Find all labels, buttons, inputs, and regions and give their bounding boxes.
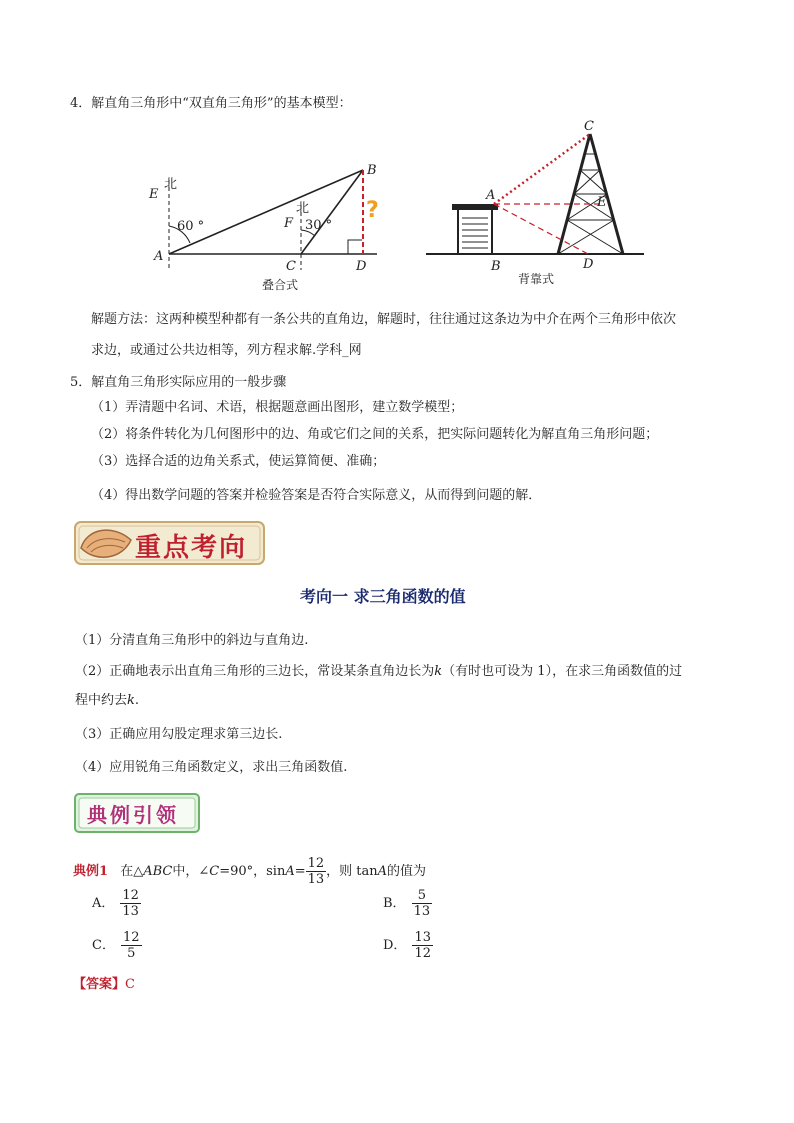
option-a-fraction bbox=[120, 888, 141, 919]
q-fraction-num: 12 bbox=[307, 856, 325, 871]
fig-right-caption: 背靠式 bbox=[518, 272, 555, 286]
option-d-letter: D． bbox=[383, 938, 407, 953]
fig-left-label-b: B bbox=[367, 163, 377, 178]
q-a: A bbox=[285, 864, 295, 879]
option-b-letter: B． bbox=[383, 896, 406, 911]
q-fraction-den: 13 bbox=[307, 872, 325, 887]
option-c bbox=[92, 929, 142, 963]
direction-point-2b bbox=[75, 692, 139, 710]
question-mark-icon: ? bbox=[366, 198, 379, 223]
fig-left-label-f: F bbox=[284, 216, 294, 231]
fig-right-label-e: E bbox=[597, 195, 607, 210]
q-fraction bbox=[306, 856, 327, 887]
option-b-num: 5 bbox=[412, 888, 433, 904]
option-d bbox=[383, 929, 433, 963]
fig-left-angle-30: 30 ° bbox=[305, 218, 333, 233]
example-1-question bbox=[73, 856, 426, 887]
variable-k-2: k bbox=[127, 693, 135, 708]
direction-point-4: （4）应用锐角三角函数定义，求出三角函数值. bbox=[75, 760, 348, 775]
section5-step-3: （3）选择合适的边角关系式，使运算简便、准确； bbox=[91, 454, 386, 469]
q-text-2: 中，∠ bbox=[172, 864, 210, 879]
example-banner bbox=[73, 792, 201, 834]
option-c-fraction bbox=[121, 930, 142, 961]
direction-point-2-text: （2）正确地表示出直角三角形的三边长，常设某条直角边长为 bbox=[75, 664, 435, 679]
option-b bbox=[383, 887, 432, 921]
option-a-num: 12 bbox=[122, 888, 139, 903]
q-text-4: ，则 tan bbox=[326, 864, 378, 879]
variable-k: k bbox=[434, 664, 443, 679]
direction-one-title: 考向一 求三角函数的值 bbox=[300, 587, 466, 606]
option-a-den: 13 bbox=[122, 904, 139, 919]
option-c-den: 5 bbox=[127, 946, 136, 961]
method-text-line2: 求边，或通过公共边相等，列方程求解.学科_网 bbox=[91, 343, 362, 358]
option-d-fraction bbox=[412, 930, 433, 961]
option-b-den: 13 bbox=[413, 904, 431, 919]
q-a-2: A bbox=[377, 864, 388, 879]
option-c-num: 12 bbox=[122, 930, 140, 945]
direction-point-2a bbox=[75, 663, 682, 681]
q-abc: ABC bbox=[143, 864, 173, 879]
direction-point-3: （3）正确应用勾股定理求第三边长. bbox=[75, 727, 283, 742]
q-text-1: 在△ bbox=[120, 864, 144, 879]
method-text-line1: 解题方法：这两种模型种都有一条公共的直角边，解题时，往往通过这条边为中介在两个三角形中依次 bbox=[91, 312, 677, 327]
q-text-5: 的值为 bbox=[387, 864, 427, 879]
option-a-letter: A． bbox=[92, 896, 115, 911]
answer-label: 【答案】 bbox=[73, 977, 126, 992]
fig-right-label-c: C bbox=[584, 119, 594, 134]
direction-point-1: （1）分清直角三角形中的斜边与直角边. bbox=[75, 633, 309, 648]
option-c-letter: C． bbox=[92, 938, 115, 953]
section4-heading: 4．解直角三角形中“双直角三角形”的基本模型： bbox=[70, 96, 352, 111]
option-b-fraction bbox=[412, 888, 433, 919]
section5-step-4: （4）得出数学问题的答案并检验答案是否符合实际意义，从而得到问题的解． bbox=[91, 488, 542, 503]
section5-step-1: （1）弄清题中名词、术语，根据题意画出图形，建立数学模型； bbox=[91, 400, 464, 415]
direction-point-2-text-cont: （有时也可设为 1），在求三角函数值的过 bbox=[442, 664, 683, 679]
q-text-3: =90°，sin bbox=[219, 864, 286, 879]
section5-step-2: （2）将条件转化为几何图形中的边、角或它们之间的关系，把实际问题转化为解直角三角形问题； bbox=[91, 427, 659, 442]
direction-point-2-period: . bbox=[134, 693, 140, 708]
answer-line bbox=[73, 976, 135, 994]
fig-right-label-d: D bbox=[583, 257, 594, 272]
fig-right-label-b: B bbox=[491, 259, 501, 274]
fig-left-caption: 叠合式 bbox=[262, 278, 299, 292]
fig-left-label-a: A bbox=[154, 249, 164, 264]
fig-left-north-2: 北 bbox=[296, 201, 310, 216]
option-d-num: 13 bbox=[414, 930, 431, 945]
back-to-back-model-figure bbox=[420, 118, 650, 268]
answer-value: C bbox=[125, 977, 135, 992]
fig-left-label-c: C bbox=[286, 259, 296, 274]
q-eq: = bbox=[294, 864, 306, 879]
fig-right-label-a: A bbox=[486, 188, 496, 203]
option-a bbox=[92, 887, 141, 921]
key-directions-banner bbox=[73, 518, 266, 568]
example-banner-title: 典例引领 bbox=[87, 803, 179, 827]
example-1-label: 典例1 bbox=[73, 864, 109, 879]
fig-left-label-e: E bbox=[149, 187, 159, 202]
fig-left-label-d: D bbox=[356, 259, 367, 274]
option-d-den: 12 bbox=[414, 946, 431, 961]
fig-left-angle-60: 60 ° bbox=[177, 219, 205, 234]
fig-left-north-1: 北 bbox=[164, 177, 178, 192]
section5-heading: 5．解直角三角形实际应用的一般步骤 bbox=[70, 375, 287, 390]
q-c: C bbox=[209, 864, 220, 879]
direction-point-2-text-end: 程中约去 bbox=[75, 693, 128, 708]
key-directions-title: 重点考向 bbox=[135, 533, 248, 563]
